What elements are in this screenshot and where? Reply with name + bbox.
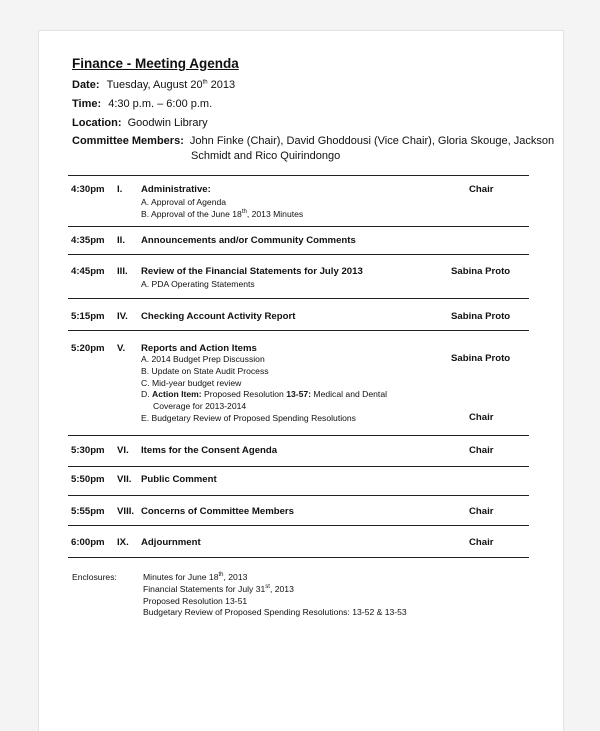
agenda-page bbox=[38, 30, 564, 731]
item-title: Reports and Action Items bbox=[141, 343, 257, 354]
enclosure-item: Budgetary Review of Proposed Spending Resolutions: 13-52 & 13-53 bbox=[143, 607, 407, 617]
divider bbox=[68, 330, 529, 331]
item-number: VII. bbox=[117, 474, 132, 485]
divider bbox=[68, 466, 529, 467]
item-subitem: A. PDA Operating Statements bbox=[141, 279, 255, 289]
item-subitem-continued: Coverage for 2013-2014 bbox=[153, 401, 247, 411]
item-number: III. bbox=[117, 266, 128, 277]
item-time: 4:30pm bbox=[71, 184, 105, 195]
location-line bbox=[72, 117, 208, 129]
date-value: Tuesday, August 20th 2013 bbox=[106, 79, 236, 91]
item-presenter: Chair bbox=[469, 445, 494, 456]
item-time: 5:20pm bbox=[71, 343, 105, 354]
item-presenter: Chair bbox=[469, 184, 494, 195]
enclosure-item: Financial Statements for July 31st, 2013 bbox=[143, 584, 294, 594]
item-number: V. bbox=[117, 343, 126, 354]
enclosures-label: Enclosures: bbox=[72, 572, 117, 582]
members-list-line1: John Finke (Chair), David Ghoddousi (Vice Chair), Gloria Skouge, Jackson bbox=[189, 135, 555, 147]
divider bbox=[68, 525, 529, 526]
item-time: 5:15pm bbox=[71, 311, 105, 322]
enclosure-item: Minutes for June 18th, 2013 bbox=[143, 572, 248, 582]
item-number: VIII. bbox=[117, 506, 135, 517]
time-line bbox=[72, 98, 212, 110]
item-subitem: E. Budgetary Review of Proposed Spending Resolutions bbox=[141, 413, 356, 423]
item-subitem: B. Approval of the June 18th, 2013 Minutes bbox=[141, 209, 304, 219]
divider bbox=[68, 226, 529, 227]
item-presenter: Sabina Proto bbox=[451, 266, 511, 277]
location-label: Location: bbox=[72, 117, 122, 129]
item-subitem: A. 2014 Budget Prep Discussion bbox=[141, 354, 265, 364]
item-number: VI. bbox=[117, 445, 129, 456]
divider bbox=[68, 435, 529, 436]
document-title: Finance - Meeting Agenda bbox=[72, 56, 239, 71]
item-subitem: B. Update on State Audit Process bbox=[141, 366, 269, 376]
item-presenter: Sabina Proto bbox=[451, 311, 511, 322]
divider bbox=[68, 557, 529, 558]
item-title: Public Comment bbox=[141, 474, 217, 485]
divider bbox=[68, 175, 529, 176]
members-list-line2: Schmidt and Rico Quirindongo bbox=[191, 150, 341, 162]
item-time: 4:45pm bbox=[71, 266, 105, 277]
item-subitem: D. Action Item: Proposed Resolution 13-57: Medical and Dental bbox=[141, 389, 388, 399]
item-number: IX. bbox=[117, 537, 129, 548]
divider bbox=[68, 495, 529, 496]
item-title: Adjournment bbox=[141, 537, 201, 548]
item-subitem: C. Mid-year budget review bbox=[141, 378, 242, 388]
item-subitem: A. Approval of Agenda bbox=[141, 197, 227, 207]
item-time: 5:50pm bbox=[71, 474, 105, 485]
divider bbox=[68, 298, 529, 299]
item-number: II. bbox=[117, 235, 125, 246]
members-line bbox=[72, 135, 554, 147]
members-label: Committee Members: bbox=[72, 135, 184, 147]
item-presenter: Chair bbox=[469, 537, 494, 548]
divider bbox=[68, 254, 529, 255]
time-value: 4:30 p.m. – 6:00 p.m. bbox=[108, 98, 213, 110]
item-time: 6:00pm bbox=[71, 537, 105, 548]
item-title: Review of the Financial Statements for July 2013 bbox=[141, 266, 363, 277]
enclosure-item: Proposed Resolution 13-51 bbox=[143, 596, 248, 606]
item-title: Administrative: bbox=[141, 184, 211, 195]
item-time: 5:55pm bbox=[71, 506, 105, 517]
item-presenter: Chair bbox=[469, 506, 494, 517]
item-title: Announcements and/or Community Comments bbox=[141, 235, 356, 246]
item-title: Concerns of Committee Members bbox=[141, 506, 294, 517]
date-line bbox=[72, 79, 235, 91]
item-time: 5:30pm bbox=[71, 445, 105, 456]
item-presenter: Chair bbox=[469, 412, 494, 423]
item-title: Checking Account Activity Report bbox=[141, 311, 296, 322]
item-number: IV. bbox=[117, 311, 128, 322]
item-title: Items for the Consent Agenda bbox=[141, 445, 278, 456]
item-presenter: Sabina Proto bbox=[451, 353, 511, 364]
item-number: I. bbox=[117, 184, 123, 195]
date-label: Date: bbox=[72, 79, 100, 91]
time-label: Time: bbox=[72, 98, 102, 110]
item-time: 4:35pm bbox=[71, 235, 105, 246]
location-value: Goodwin Library bbox=[127, 117, 208, 129]
